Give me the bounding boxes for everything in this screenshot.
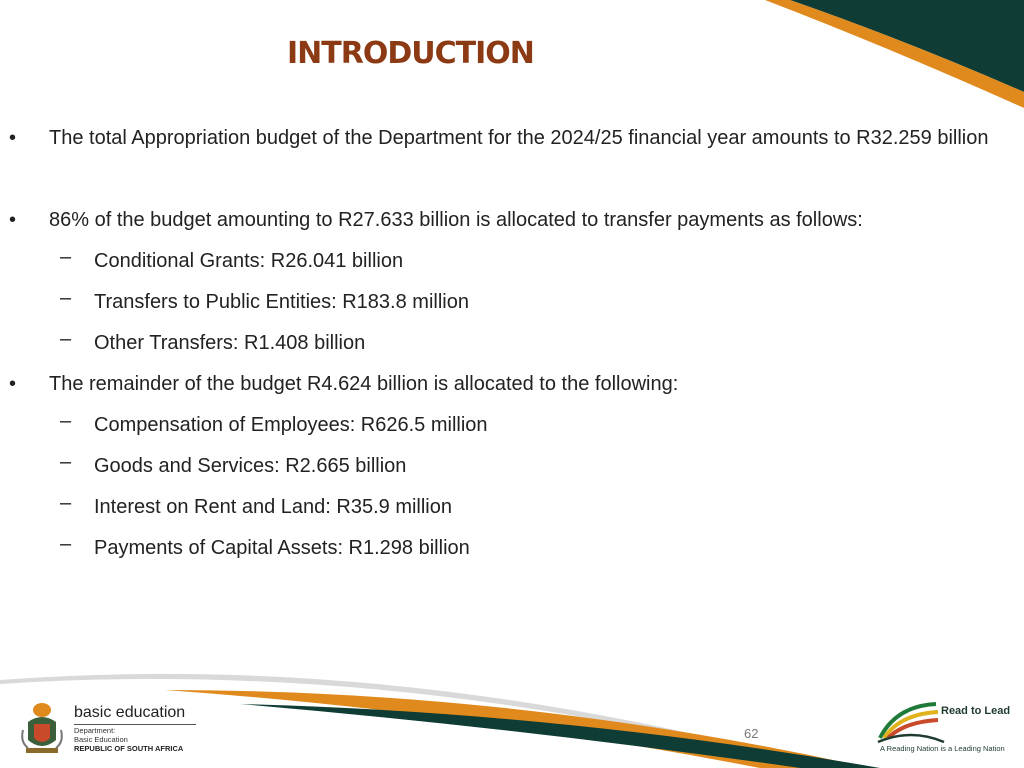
sub-item-text: Payments of Capital Assets: R1.298 billion	[94, 537, 470, 559]
org-divider	[74, 724, 196, 725]
page-number: 62	[744, 726, 759, 741]
sub-item	[60, 323, 994, 364]
read-to-lead-title: Read to Lead	[941, 705, 1011, 717]
sub-item-text: Other Transfers: R1.408 billion	[94, 332, 366, 354]
dash-icon: –	[60, 451, 72, 473]
bullet-dot-icon: •	[9, 373, 17, 395]
bottom-swoosh-dark	[240, 704, 880, 768]
bullet-text: The remainder of the budget R4.624 billion is allocated to the following:	[49, 373, 679, 395]
org-department-name: Basic Education	[74, 734, 128, 744]
sub-item	[60, 487, 994, 528]
bullet-item	[9, 364, 1012, 405]
bullet-item	[9, 200, 1012, 241]
bullet-dot-icon: •	[9, 209, 17, 231]
dash-icon: –	[60, 328, 72, 350]
sub-item	[60, 446, 994, 487]
sub-item	[60, 405, 994, 446]
open-book-icon	[876, 698, 946, 746]
read-to-lead-tagline: A Reading Nation is a Leading Nation	[880, 744, 1005, 753]
slide-title: INTRODUCTION	[287, 36, 534, 71]
dash-icon: –	[60, 410, 72, 432]
org-name: basic education	[74, 704, 186, 721]
dash-icon: –	[60, 246, 72, 268]
bullet-dot-icon: •	[9, 127, 17, 149]
sub-item-text: Conditional Grants: R26.041 billion	[94, 250, 404, 272]
bullet-text: The total Appropriation budget of the Department for the 2024/25 financial year amounts to R32.259 billion	[49, 127, 989, 149]
dash-icon: –	[60, 533, 72, 555]
sub-item	[60, 528, 994, 569]
bullet-item	[9, 118, 1012, 159]
org-department	[74, 727, 128, 744]
sub-item-text: Transfers to Public Entities: R183.8 million	[94, 291, 469, 313]
sub-item-text: Goods and Services: R2.665 billion	[94, 455, 407, 477]
coat-of-arms-icon	[20, 700, 64, 758]
bullet-text: 86% of the budget amounting to R27.633 billion is allocated to transfer payments as follows:	[49, 209, 863, 231]
org-department-label: Department:	[74, 726, 116, 735]
sub-item-text: Interest on Rent and Land: R35.9 million	[94, 496, 452, 518]
dash-icon: –	[60, 492, 72, 514]
dash-icon: –	[60, 287, 72, 309]
sub-item-text: Compensation of Employees: R626.5 million	[94, 414, 488, 436]
sub-item	[60, 241, 994, 282]
org-country: REPUBLIC OF SOUTH AFRICA	[74, 744, 184, 753]
sub-item	[60, 282, 994, 323]
